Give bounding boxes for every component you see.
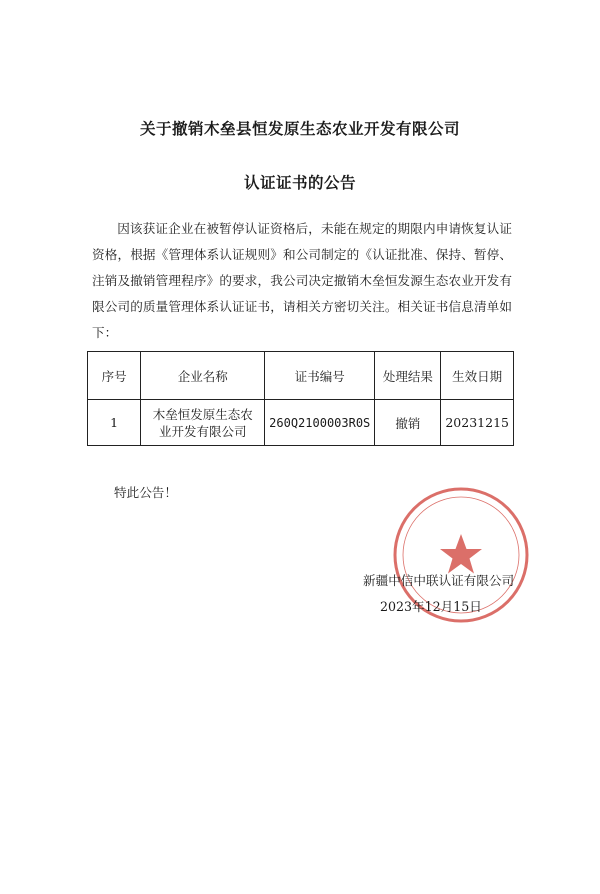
- closing-notice: 特此公告！: [114, 485, 177, 500]
- cell-effective-date: 20231215: [441, 400, 514, 446]
- header-cert-no: 证书编号: [265, 352, 375, 400]
- announcement-paragraph: 因该获证企业在被暂停认证资格后，未能在规定的期限内申请恢复认证资格，根据《管理体系认证规则》和公司制定的《认证批准、保持、暂停、注销及撤销管理程序》的要求，我公司决定撤销木垒恒发源生态农业开发有限公司的质量管理体系认证证书，请相关方密切关注。相关证书信息清单如下：: [92, 221, 512, 340]
- star-icon: [440, 534, 482, 574]
- header-index: 序号: [88, 352, 141, 400]
- title-line-2: 认证证书的公告: [243, 174, 356, 192]
- cell-company: [141, 400, 265, 446]
- table-header-row: [88, 352, 514, 400]
- cell-cert-no: 260Q2100003R0S: [265, 400, 375, 446]
- cell-index: 1: [88, 400, 141, 446]
- header-result: 处理结果: [375, 352, 441, 400]
- header-company: 企业名称: [141, 352, 265, 400]
- cell-company-line-1: 木垒恒发原生态农: [152, 406, 253, 422]
- cell-company-line-2: 业开发有限公司: [158, 423, 247, 439]
- header-effective-date: 生效日期: [441, 352, 514, 400]
- cell-result: 撤销: [375, 400, 441, 446]
- announcement-body: [92, 216, 512, 346]
- certificate-table: [87, 351, 514, 446]
- title-line-1: 关于撤销木垒县恒发原生态农业开发有限公司: [139, 120, 460, 138]
- table-row: [88, 400, 514, 446]
- issuer-name: 新疆中信中联认证有限公司: [363, 573, 515, 588]
- issue-date: 2023年12月15日: [380, 599, 482, 614]
